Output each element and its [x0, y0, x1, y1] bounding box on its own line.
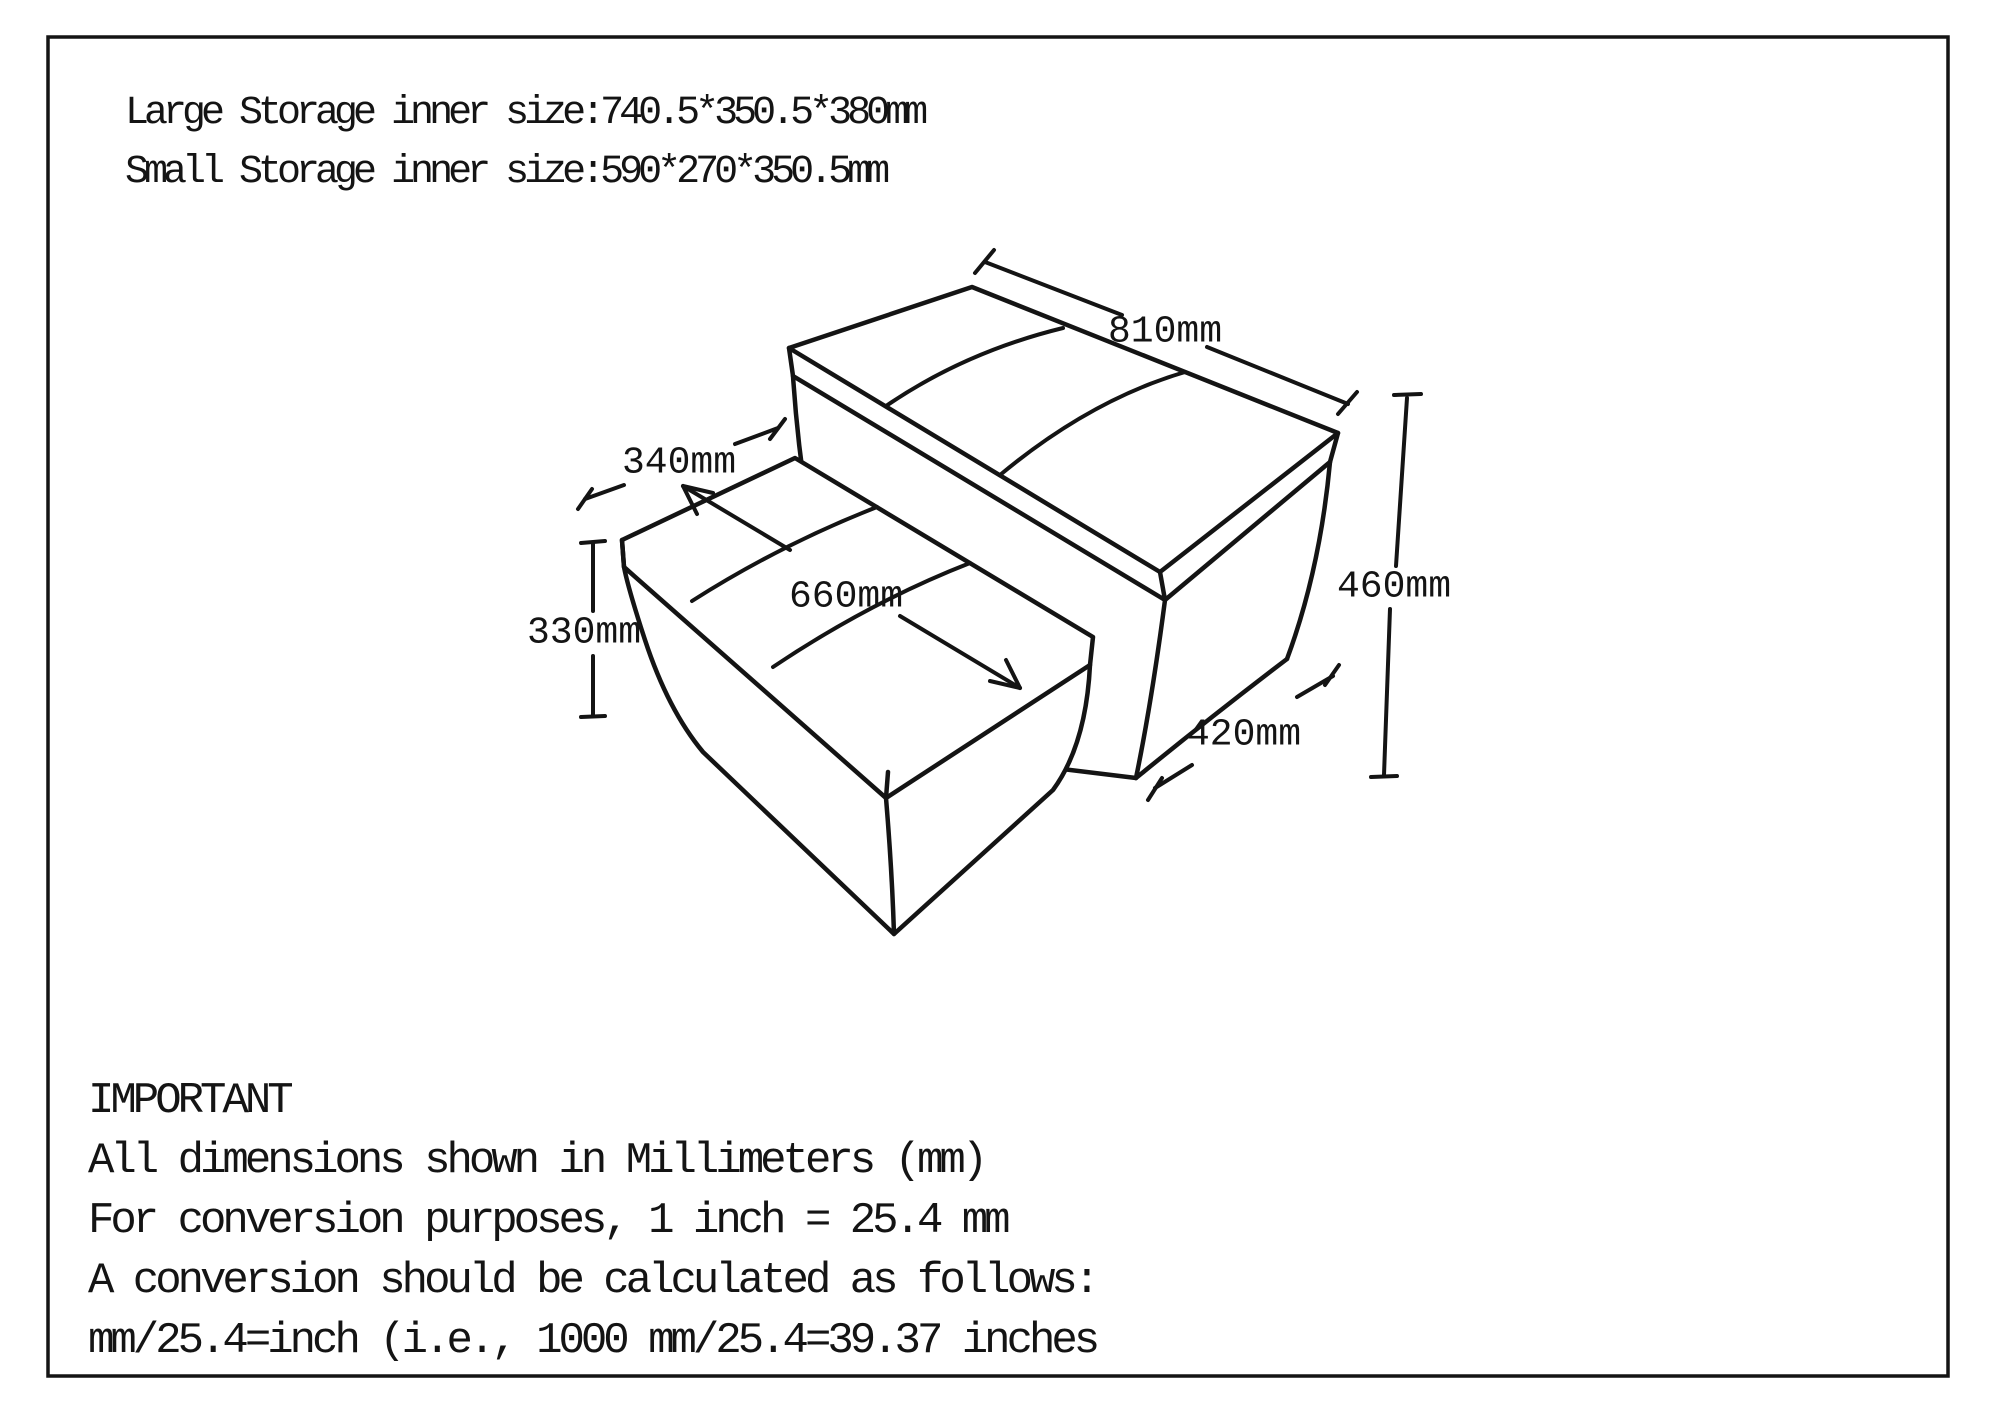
footer-notes — [88, 1076, 1097, 1366]
large-box-front-edge — [1136, 600, 1165, 778]
dimension-810 — [975, 250, 1357, 414]
dimension-460-label: 460mm — [1336, 565, 1452, 609]
dimension-660-label: 660mm — [788, 575, 904, 619]
small-inner-size-note: Small Storage inner size:590*270*350.5mm — [125, 150, 886, 195]
dimension-810-label: 810mm — [1107, 310, 1223, 354]
dimension-340-label: 340mm — [621, 441, 737, 485]
large-box-lid-seam-1 — [886, 328, 1063, 406]
small-ottoman-drawing — [622, 458, 1093, 934]
footer-line-1: All dimensions shown in Millimeters (mm) — [88, 1136, 985, 1186]
large-box-lid-seam-2 — [1000, 372, 1185, 475]
footer-line-2: For conversion purposes, 1 inch = 25.4 mm — [88, 1196, 1007, 1246]
dimension-420 — [1148, 665, 1339, 800]
large-inner-size-note: Large Storage inner size:740.5*350.5*380mm — [125, 91, 924, 136]
footer-line-4: mm/25.4=inch (i.e., 1000 mm/25.4=39.37 inches — [88, 1316, 1097, 1366]
dimension-460 — [1337, 394, 1451, 777]
dimension-420-label: 420mm — [1186, 713, 1302, 757]
dimension-330-label: 330mm — [526, 611, 642, 655]
small-box-silhouette — [622, 458, 1093, 934]
header-notes — [125, 91, 926, 195]
important-title: IMPORTANT — [88, 1076, 290, 1126]
footer-line-3: A conversion should be calculated as follows: — [88, 1256, 1097, 1306]
